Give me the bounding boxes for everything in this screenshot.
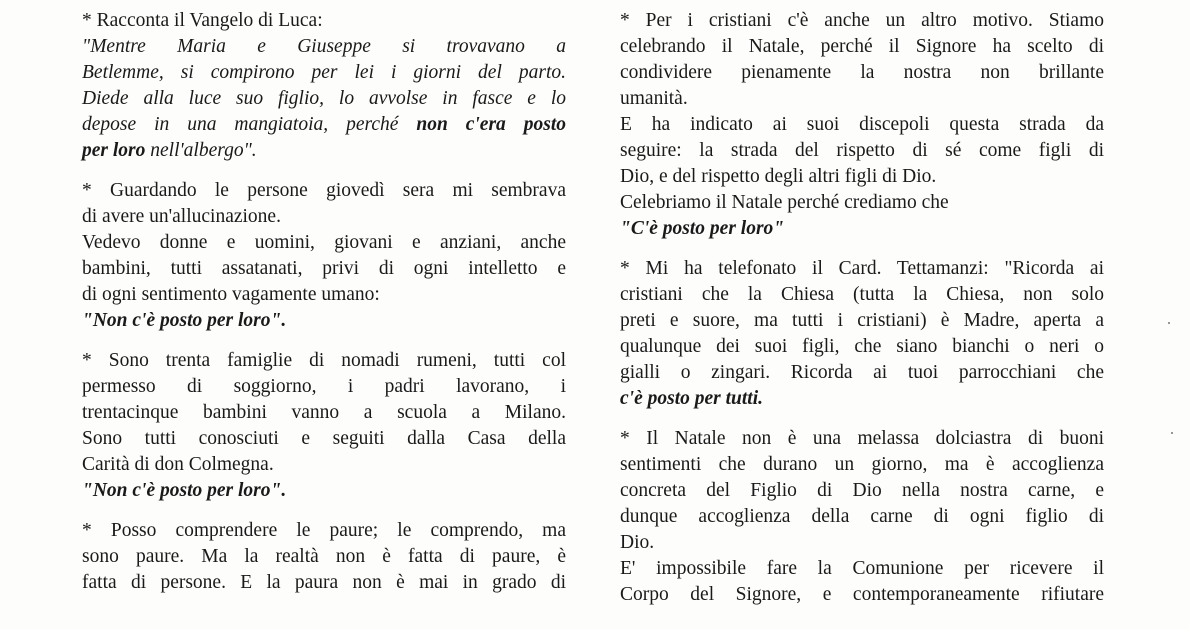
text-line: * Mi ha telefonato il Card. Tettamanzi: "Ricorda ai <box>620 258 1104 279</box>
text-line <box>82 112 566 138</box>
paragraph-fears <box>82 518 566 596</box>
text-line: di ogni sentimento vagamente umano: <box>82 284 380 305</box>
text-line: concreta del Figlio di Dio nella nostra carne, e <box>620 480 1104 501</box>
paragraph-christians-motive <box>620 8 1104 242</box>
refrain-line: "Non c'è posto per loro". <box>82 480 287 501</box>
text-line: Dio, e del rispetto degli altri figli di Dio. <box>620 166 937 187</box>
refrain-line: c'è posto per tutti. <box>620 388 763 409</box>
text-line: E ha indicato ai suoi discepoli questa strada da <box>620 114 1104 135</box>
text-line: sentimenti che durano un giorno, ma è accoglienza <box>620 454 1104 475</box>
text-line: Dio. <box>620 532 655 553</box>
text-line: "Mentre Maria e Giuseppe si trovavano a <box>82 36 566 57</box>
text-line: sono paure. Ma la realtà non è fatta di paure, è <box>82 546 566 567</box>
text-line: bambini, tutti assatanati, privi di ogni intelletto e <box>82 258 566 279</box>
text-line: cristiani che la Chiesa (tutta la Chiesa, non solo <box>620 284 1104 305</box>
text-line: preti e suore, ma tutti i cristiani) è Madre, aperta a <box>620 310 1104 331</box>
paragraph-romanian-families <box>82 348 566 504</box>
refrain-line: "C'è posto per loro" <box>620 218 785 239</box>
text-line: gialli o zingari. Ricorda ai tuoi parrocchiani che <box>620 362 1104 383</box>
text-line: * Guardando le persone giovedì sera mi sembrava <box>82 180 566 201</box>
scan-speck <box>1168 322 1170 324</box>
text-line: di avere un'allucinazione. <box>82 206 281 227</box>
text-line: condividere pienamente la nostra non brillante <box>620 62 1104 83</box>
emphasis-text: non c'era posto <box>416 114 566 135</box>
paragraph-cardinal-call <box>620 256 1104 412</box>
text-line: trentacinque bambini vanno a scuola a Milano. <box>82 402 566 423</box>
text-line <box>82 138 566 164</box>
text-line: Carità di don Colmegna. <box>82 454 274 475</box>
text-line: fatta di persone. E la paura non è mai in grado di <box>82 572 566 593</box>
scan-speck <box>1171 432 1173 434</box>
text-line: Diede alla luce suo figlio, lo avvolse in fasce e lo <box>82 88 566 109</box>
text-line: qualunque dei suoi figli, che siano bianchi o neri o <box>620 336 1104 357</box>
text-line: dunque accoglienza della carne di ogni figlio di <box>620 506 1104 527</box>
text-line: seguire: la strada del rispetto di sé come figli di <box>620 140 1104 161</box>
text-line: Sono tutti conosciuti e seguiti dalla Casa della <box>82 428 566 449</box>
right-column <box>620 8 1104 622</box>
text-line: umanità. <box>620 88 688 109</box>
paragraph-luke-gospel <box>82 8 566 164</box>
text-line: celebrando il Natale, perché il Signore ha scelto di <box>620 36 1104 57</box>
text-line: E' impossibile fare la Comunione per ricevere il <box>620 558 1104 579</box>
text-segment: depose in una mangiatoia, perché <box>82 114 417 135</box>
refrain-line: "Non c'è posto per loro". <box>82 310 287 331</box>
text-line: Vedevo donne e uomini, giovani e anziani, anche <box>82 232 566 253</box>
text-line: * Il Natale non è una melassa dolciastra di buoni <box>620 428 1104 449</box>
text-line: permesso di soggiorno, i padri lavorano, i <box>82 376 566 397</box>
text-line: Betlemme, si compirono per lei i giorni del parto. <box>82 62 566 83</box>
paragraph-thursday-evening <box>82 178 566 334</box>
text-line: * Sono trenta famiglie di nomadi rumeni, tutti col <box>82 350 566 371</box>
emphasis-text: per loro <box>82 140 146 161</box>
text-line: * Racconta il Vangelo di Luca: <box>82 10 323 31</box>
text-segment: nell'albergo". <box>145 140 257 161</box>
text-line: Corpo del Signore, e contemporaneamente rifiutare <box>620 584 1104 605</box>
text-line: Celebriamo il Natale perché crediamo che <box>620 192 949 213</box>
left-column <box>82 8 566 610</box>
paragraph-christmas-meaning <box>620 426 1104 608</box>
text-line: * Posso comprendere le paure; le comprendo, ma <box>82 520 566 541</box>
text-line: * Per i cristiani c'è anche un altro motivo. Stiamo <box>620 10 1104 31</box>
